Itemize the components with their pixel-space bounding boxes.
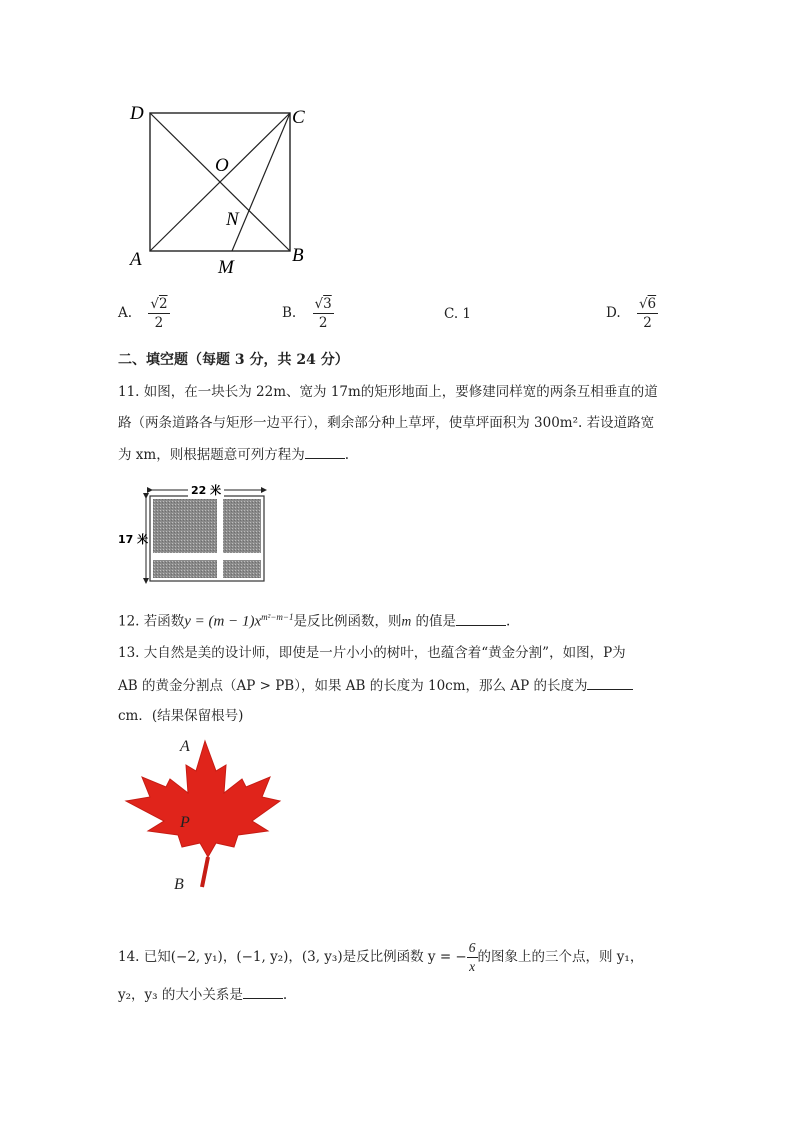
- q14-line2: y₂，y₃ 的大小关系是 .: [118, 984, 287, 1005]
- maple-leaf-figure: [120, 735, 295, 895]
- option-a[interactable]: A. $\frac{√2}{2}$: [118, 296, 168, 331]
- option-d[interactable]: D. $\frac{√6}{2}$: [606, 296, 657, 331]
- q11-line2: 路（两条道路各与矩形一边平行），剩余部分种上草坪，使草坪面积为 300m². 若设道路宽: [118, 415, 655, 431]
- q11-line1: 11. 如图，在一块长为 22m、宽为 17m的矩形地面上，要修建同样宽的两条互相垂直的道: [118, 384, 658, 400]
- q13-line1: 13. 大自然是美的设计师，即使是一片小小的树叶，也蕴含着“黄金分割”，如图，P为: [118, 645, 626, 661]
- q13-line2: AB 的黄金分割点（AP > PB），如果 AB 的长度为 10cm，那么 AP 的长度为: [118, 675, 633, 696]
- q13-answer-blank[interactable]: [587, 675, 633, 690]
- section-title: 二、填空题（每题 3 分，共 24 分）: [118, 352, 349, 368]
- q12-answer-blank[interactable]: [456, 611, 506, 626]
- q14-line1: 14. 已知(−2, y₁)，(−1, y₂)，(3, y₃)是反比例函数 y = − $\frac{6}{x}$ 的图象上的三个点，则 y₁，: [118, 940, 644, 974]
- leaf-label-B: B: [174, 876, 184, 893]
- q11-line3: 为 xm，则根据题意可列方程为 .: [118, 444, 349, 465]
- q13-line3: cm．(结果保留根号): [118, 708, 244, 724]
- option-c[interactable]: C. 1: [444, 306, 472, 322]
- label-M: M: [218, 257, 234, 278]
- leaf-label-P: P: [180, 814, 190, 831]
- q14-answer-blank[interactable]: [243, 984, 283, 999]
- q12: 12. 若函数$y = (m - 1)x^{m^2-m-1}$是反比例函数，则m 的值是 .: [118, 612, 511, 630]
- label-A: A: [130, 249, 142, 270]
- square-figure: [120, 95, 330, 280]
- q11-answer-blank[interactable]: [305, 444, 345, 459]
- field-figure: [118, 480, 273, 585]
- field-width-label: 22 米: [191, 484, 222, 497]
- label-C: C: [292, 107, 305, 128]
- label-N: N: [226, 209, 239, 230]
- leaf-label-A: A: [180, 738, 190, 755]
- label-D: D: [130, 103, 144, 124]
- label-B: B: [292, 245, 304, 266]
- field-height-label: 17 米: [118, 533, 149, 546]
- option-b[interactable]: B. $\frac{√3}{2}$: [282, 296, 332, 331]
- label-O: O: [215, 155, 229, 176]
